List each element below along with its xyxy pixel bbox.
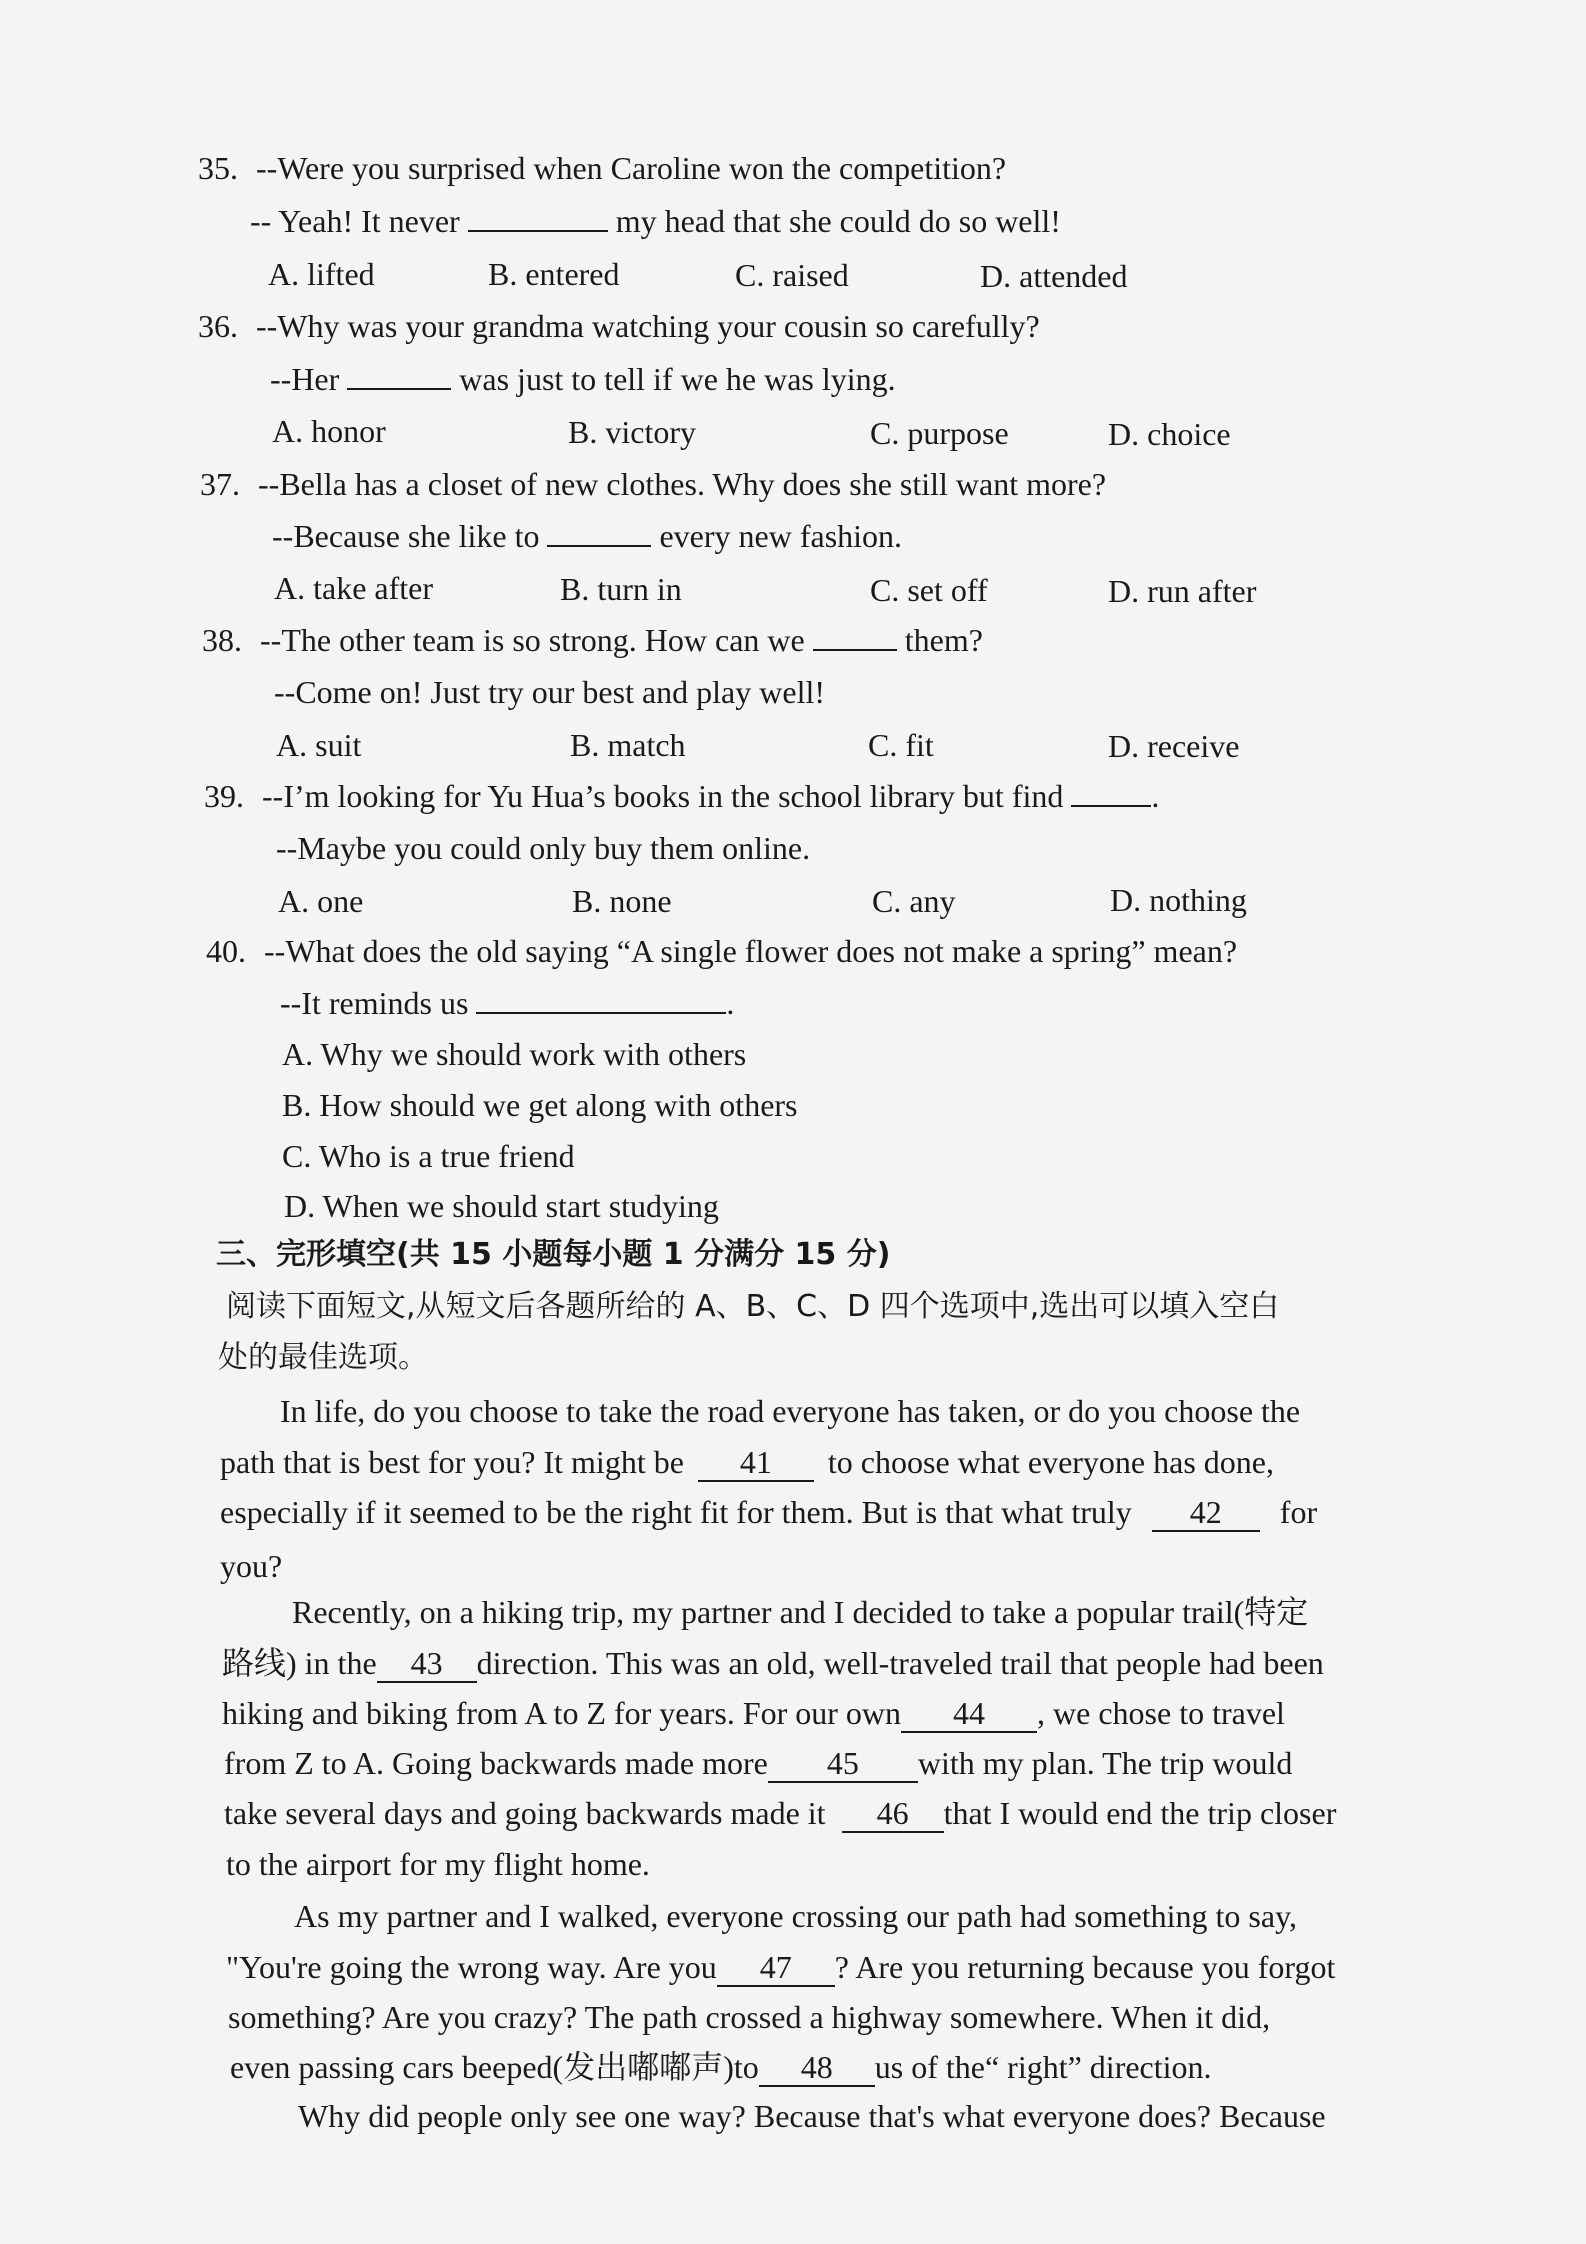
passage-text: ? Are you returning because you forgot	[834, 1949, 1336, 1985]
answer-blank	[468, 230, 608, 232]
option-a: A. suit	[276, 727, 362, 763]
option-d: D. nothing	[1110, 882, 1247, 918]
passage-line	[222, 1697, 1285, 1733]
passage-text: direction. This was an old, well-traveled trail that people had been	[476, 1645, 1324, 1681]
question-36-stem	[198, 310, 1040, 342]
question-number: 36.	[198, 308, 238, 344]
option-a: A. one	[278, 883, 364, 919]
cloze-blank-42: 42	[1152, 1496, 1260, 1532]
passage-text: , we chose to travel	[1037, 1695, 1285, 1731]
passage-line	[230, 2051, 1212, 2087]
passage-line: Why did people only see one way? Because that's what everyone does? Because	[298, 2098, 1326, 2134]
option-d: D. choice	[1108, 416, 1231, 452]
option-b: B. victory	[568, 414, 696, 450]
passage-line	[226, 1951, 1335, 1987]
option-c: C. Who is a true friend	[282, 1138, 575, 1174]
option-a: A. lifted	[268, 256, 375, 292]
passage-line	[220, 1446, 1274, 1482]
option-b: B. turn in	[560, 571, 682, 607]
question-text: --What does the old saying “A single flower does not make a spring” mean?	[264, 933, 1238, 969]
reply-text: .	[726, 985, 735, 1021]
question-text: --Bella has a closet of new clothes. Why does she still want more?	[258, 466, 1107, 502]
reply-text: was just to tell if we he was lying.	[459, 361, 896, 397]
cloze-blank-47: 47	[717, 1951, 835, 1987]
question-37-stem	[200, 468, 1106, 500]
section-heading: 三、完形填空(共 15 小题每小题 1 分满分 15 分)	[216, 1237, 891, 1272]
cloze-blank-46: 46	[842, 1797, 944, 1833]
cloze-blank-44: 44	[901, 1697, 1037, 1733]
option-a: A. Why we should work with others	[282, 1036, 747, 1072]
option-c: C. any	[872, 883, 956, 919]
question-35-reply	[250, 205, 1061, 237]
question-text: .	[1151, 778, 1160, 814]
passage-text: that I would end the trip closer	[943, 1795, 1337, 1831]
section-instruction: 阅读下面短文,从短文后各题所给的 A、B、C、D 四个选项中,选出可以填入空白	[226, 1289, 1280, 1324]
option-d: D. run after	[1108, 573, 1257, 609]
question-37-reply	[272, 520, 902, 552]
passage-text: us of the“ right” direction.	[874, 2049, 1212, 2085]
passage-text: take several days and going backwards made it	[224, 1795, 826, 1831]
passage-line	[224, 1747, 1292, 1783]
option-c: C. purpose	[870, 415, 1009, 451]
option-d: D. When we should start studying	[284, 1188, 719, 1224]
question-text: --The other team is so strong. How can we	[260, 622, 805, 658]
question-number: 37.	[200, 466, 240, 502]
answer-blank	[547, 545, 651, 547]
option-c: C. raised	[735, 257, 849, 293]
passage-line: Recently, on a hiking trip, my partner and I decided to take a popular trail(特定	[292, 1594, 1309, 1630]
cloze-blank-43: 43	[377, 1647, 477, 1683]
passage-line: something? Are you crazy? The path crossed a highway somewhere. When it did,	[228, 1999, 1271, 2035]
option-c: C. fit	[868, 727, 934, 763]
passage-line: to the airport for my flight home.	[226, 1846, 650, 1882]
question-number: 35.	[198, 150, 238, 186]
answer-blank	[1071, 805, 1151, 807]
passage-text: hiking and biking from A to Z for years. For our own	[222, 1695, 902, 1731]
answer-blank	[347, 388, 451, 390]
passage-line: As my partner and I walked, everyone crossing our path had something to say,	[294, 1898, 1297, 1934]
answer-blank	[813, 649, 897, 651]
reply-text: --Because she like to	[272, 518, 540, 554]
reply-text: every new fashion.	[659, 518, 903, 554]
option-a: A. take after	[274, 570, 434, 606]
answer-blank	[476, 1012, 726, 1014]
question-text: --Were you surprised when Caroline won the competition?	[256, 150, 1007, 186]
passage-text: with my plan. The trip would	[917, 1745, 1293, 1781]
question-number: 38.	[202, 622, 242, 658]
question-39-reply: --Maybe you could only buy them online.	[276, 830, 811, 866]
option-b: B. match	[570, 727, 686, 763]
option-b: B. entered	[488, 256, 620, 292]
question-text: --I’m looking for Yu Hua’s books in the school library but find	[262, 778, 1064, 814]
passage-line	[220, 1496, 1317, 1532]
option-d: D. receive	[1108, 728, 1240, 764]
question-text: --Why was your grandma watching your cousin so carefully?	[256, 308, 1040, 344]
question-text: them?	[904, 622, 983, 658]
passage-text: "You're going the wrong way. Are you	[226, 1949, 717, 1985]
passage-line	[224, 1797, 1336, 1833]
option-a: A. honor	[272, 413, 386, 449]
passage-line: you?	[220, 1548, 283, 1584]
question-number: 39.	[204, 778, 244, 814]
reply-text: --Her	[270, 361, 340, 397]
cloze-blank-45: 45	[768, 1747, 918, 1783]
passage-text: for	[1279, 1494, 1318, 1530]
question-number: 40.	[206, 933, 246, 969]
passage-text: even passing cars beeped(发出嘟嘟声)to	[230, 2049, 759, 2085]
option-b: B. How should we get along with others	[282, 1087, 798, 1123]
option-d: D. attended	[980, 258, 1128, 294]
question-40-stem	[206, 935, 1237, 967]
passage-text: especially if it seemed to be the right fit for them. But is that what truly	[220, 1494, 1132, 1530]
passage-text: from Z to A. Going backwards made more	[224, 1745, 768, 1781]
option-b: B. none	[572, 883, 672, 919]
question-40-reply	[280, 987, 734, 1019]
passage-line: In life, do you choose to take the road everyone has taken, or do you choose the	[280, 1393, 1301, 1429]
reply-text: -- Yeah! It never	[250, 203, 460, 239]
passage-line	[222, 1647, 1324, 1683]
cloze-blank-48: 48	[759, 2051, 875, 2087]
question-38-stem	[202, 624, 983, 656]
question-38-reply: --Come on! Just try our best and play well!	[274, 674, 825, 710]
passage-text: path that is best for you? It might be	[220, 1444, 684, 1480]
passage-text: to choose what everyone has done,	[827, 1444, 1274, 1480]
reply-text: my head that she could do so well!	[615, 203, 1061, 239]
option-c: C. set off	[870, 572, 988, 608]
cloze-blank-41: 41	[698, 1446, 814, 1482]
question-39-stem	[204, 780, 1159, 812]
passage-text: 路线) in the	[222, 1645, 377, 1681]
question-35-stem	[198, 152, 1006, 184]
section-instruction: 处的最佳选项。	[218, 1340, 428, 1375]
reply-text: --It reminds us	[280, 985, 469, 1021]
question-36-reply	[270, 363, 896, 395]
